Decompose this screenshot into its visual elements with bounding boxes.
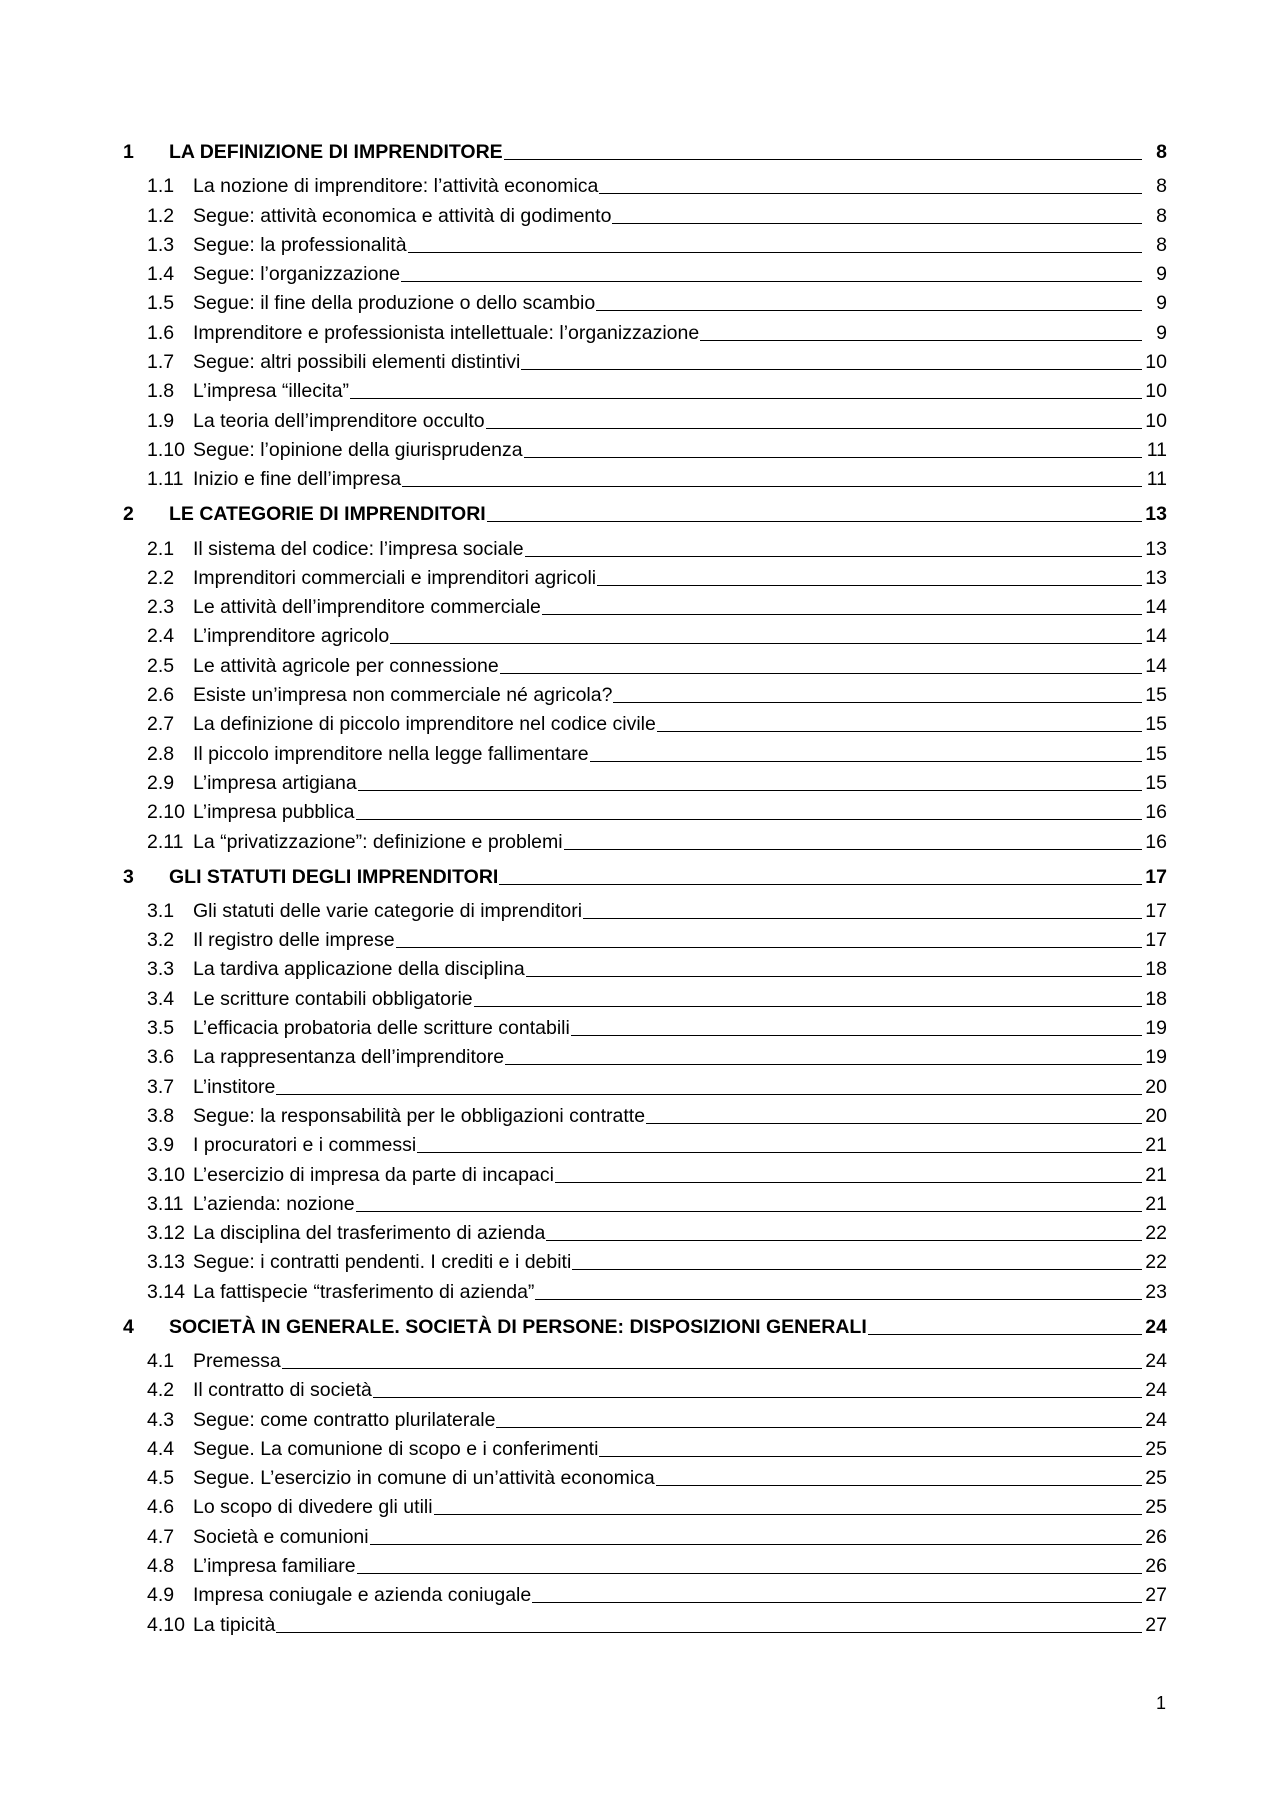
- footer-page-number: 1: [1155, 1693, 1166, 1713]
- entry-title: La “privatizzazione”: definizione e problemi: [193, 830, 563, 853]
- toc-entry[interactable]: [123, 678, 1167, 707]
- entry-title: Segue: attività economica e attività di godimento: [193, 204, 612, 227]
- toc-entry[interactable]: [123, 169, 1167, 198]
- entry-number: 3.1: [147, 899, 175, 922]
- entry-number: 4.9: [147, 1584, 175, 1607]
- toc-entry[interactable]: [123, 228, 1167, 257]
- entry-title: Il contratto di società: [193, 1379, 372, 1402]
- entry-number: 4.4: [147, 1437, 175, 1460]
- entry-title: Esiste un’impresa non commerciale né agricola?: [193, 684, 613, 707]
- dot-leader: [555, 1182, 1142, 1183]
- dot-leader: [656, 1485, 1142, 1486]
- toc-entry[interactable]: [123, 766, 1167, 795]
- entry-page-number: 27: [1145, 1584, 1167, 1607]
- toc-entry[interactable]: [123, 257, 1167, 286]
- dot-leader: [350, 398, 1142, 399]
- entry-title: Segue. L’esercizio in comune di un’attività economica: [193, 1467, 655, 1490]
- chapter-page-number: 8: [1156, 141, 1167, 163]
- dot-leader: [434, 1514, 1142, 1515]
- entry-number: 4.3: [147, 1408, 175, 1431]
- toc-entry[interactable]: [123, 433, 1167, 462]
- dot-leader: [486, 428, 1142, 429]
- entry-title: Il piccolo imprenditore nella legge fallimentare: [193, 742, 589, 765]
- entry-page-number: 10: [1145, 380, 1167, 403]
- toc-entry[interactable]: [123, 1069, 1167, 1098]
- entry-number: 1.3: [147, 233, 175, 256]
- toc-entry[interactable]: [123, 1344, 1167, 1373]
- chapter-number: 1: [123, 141, 134, 163]
- chapter-title: SOCIETÀ IN GENERALE. SOCIETÀ DI PERSONE: DISPOSIZIONI GENERALI: [169, 1315, 867, 1338]
- toc-entry[interactable]: [123, 286, 1167, 315]
- entry-page-number: 24: [1145, 1349, 1167, 1372]
- entry-page-number: 8: [1156, 175, 1167, 198]
- entry-number: 4.5: [147, 1467, 175, 1490]
- dot-leader: [657, 731, 1142, 732]
- entry-number: 2.3: [147, 596, 175, 619]
- entry-title: Segue. La comunione di scopo e i conferimenti: [193, 1437, 599, 1460]
- dot-leader: [401, 281, 1142, 282]
- dot-leader: [596, 310, 1142, 311]
- entry-number: 4.10: [147, 1613, 185, 1636]
- entry-number: 2.11: [147, 830, 184, 853]
- toc-entry[interactable]: [123, 1099, 1167, 1128]
- toc-entry[interactable]: [123, 1607, 1167, 1636]
- entry-number: 4.6: [147, 1496, 175, 1519]
- entry-title: Segue: il fine della produzione o dello scambio: [193, 292, 596, 315]
- dot-leader: [276, 1632, 1142, 1633]
- entry-page-number: 13: [1145, 566, 1167, 589]
- entry-page-number: 21: [1145, 1163, 1167, 1186]
- entry-page-number: 24: [1145, 1379, 1167, 1402]
- entry-title: La rappresentanza dell’imprenditore: [193, 1046, 505, 1069]
- dot-leader: [524, 457, 1142, 458]
- entry-page-number: 15: [1145, 771, 1167, 794]
- entry-title: La nozione di imprenditore: l’attività economica: [193, 175, 599, 198]
- dot-leader: [646, 1123, 1142, 1124]
- toc-entry[interactable]: [123, 1578, 1167, 1607]
- entry-number: 3.12: [147, 1222, 185, 1245]
- entry-title: Gli statuti delle varie categorie di imprenditori: [193, 899, 583, 922]
- chapter-block: [123, 860, 1167, 1304]
- chapter-block: [123, 497, 1167, 853]
- chapter-page-number: 13: [1145, 503, 1167, 526]
- entry-title: L’impresa artigiana: [193, 771, 357, 794]
- dot-leader: [496, 1427, 1142, 1428]
- entry-title: Le attività agricole per connessione: [193, 654, 499, 677]
- dot-leader: [500, 673, 1142, 674]
- dot-leader: [572, 1269, 1142, 1270]
- entry-number: 1.2: [147, 204, 175, 227]
- toc-entry[interactable]: [123, 1011, 1167, 1040]
- entry-page-number: 18: [1145, 958, 1167, 981]
- entry-number: 1.11: [147, 468, 184, 491]
- entry-number: 4.8: [147, 1555, 175, 1578]
- entry-page-number: 11: [1146, 438, 1167, 461]
- entry-page-number: 18: [1145, 987, 1167, 1010]
- entry-number: 2.2: [147, 566, 175, 589]
- chapter-title: LA DEFINIZIONE DI IMPRENDITORE: [169, 141, 503, 163]
- toc-entry[interactable]: [123, 1373, 1167, 1402]
- entry-title: La fattispecie “trasferimento di azienda”: [193, 1280, 535, 1303]
- entry-page-number: 21: [1145, 1134, 1167, 1157]
- dot-leader: [597, 585, 1142, 586]
- dot-leader: [402, 486, 1142, 487]
- entry-title: Imprenditori commerciali e imprenditori agricoli: [193, 566, 597, 589]
- entry-title: Segue: la professionalità: [193, 233, 407, 256]
- chapter-title: GLI STATUTI DEGLI IMPRENDITORI: [169, 865, 499, 888]
- entry-number: 1.5: [147, 292, 175, 315]
- toc-entry[interactable]: [123, 531, 1167, 560]
- entry-page-number: 24: [1145, 1408, 1167, 1431]
- entry-page-number: 9: [1156, 263, 1167, 286]
- entry-page-number: 15: [1145, 742, 1167, 765]
- entry-number: 2.1: [147, 537, 175, 560]
- entry-page-number: 8: [1156, 204, 1167, 227]
- entry-title: L’impresa pubblica: [193, 801, 355, 824]
- toc-entry[interactable]: [123, 1216, 1167, 1245]
- entry-title: Segue: la responsabilità per le obbligazioni contratte: [193, 1104, 646, 1127]
- dot-leader: [487, 521, 1142, 522]
- dot-leader: [868, 1334, 1142, 1335]
- entry-page-number: 8: [1156, 233, 1167, 256]
- chapter-title: LE CATEGORIE DI IMPRENDITORI: [169, 503, 486, 526]
- dot-leader: [373, 1397, 1142, 1398]
- toc-entry[interactable]: [123, 315, 1167, 344]
- entry-number: 4.2: [147, 1379, 175, 1402]
- dot-leader: [535, 1299, 1142, 1300]
- entry-title: La tardiva applicazione della disciplina: [193, 958, 525, 981]
- dot-leader: [599, 193, 1142, 194]
- entry-title: Impresa coniugale e azienda coniugale: [193, 1584, 532, 1607]
- chapter-number: 4: [123, 1315, 134, 1338]
- toc-entry[interactable]: [123, 1040, 1167, 1069]
- entry-number: 3.6: [147, 1046, 175, 1069]
- toc-entry[interactable]: [123, 824, 1167, 853]
- entry-title: L’impresa “illecita”: [193, 380, 350, 403]
- toc-entry[interactable]: [123, 923, 1167, 952]
- dot-leader: [356, 819, 1142, 820]
- entry-title: La disciplina del trasferimento di azienda: [193, 1222, 546, 1245]
- entry-title: L’institore: [193, 1075, 276, 1098]
- toc-entry[interactable]: [123, 561, 1167, 590]
- toc-entry[interactable]: [123, 198, 1167, 227]
- chapter-page-number: 24: [1145, 1315, 1167, 1338]
- entry-page-number: 10: [1145, 351, 1167, 374]
- entry-number: 3.10: [147, 1163, 185, 1186]
- dot-leader: [505, 1064, 1142, 1065]
- entry-number: 3.9: [147, 1134, 175, 1157]
- entry-page-number: 23: [1145, 1280, 1167, 1303]
- dot-leader: [504, 159, 1142, 160]
- dot-leader: [612, 223, 1142, 224]
- entry-page-number: 21: [1145, 1192, 1167, 1215]
- toc-entry[interactable]: [123, 1245, 1167, 1274]
- chapter-heading[interactable]: [123, 497, 1167, 526]
- dot-leader: [542, 614, 1142, 615]
- entry-title: Il registro delle imprese: [193, 929, 395, 952]
- entry-page-number: 14: [1145, 596, 1167, 619]
- entry-number: 3.11: [147, 1192, 184, 1215]
- toc-entry[interactable]: [123, 1432, 1167, 1461]
- entry-number: 1.8: [147, 380, 175, 403]
- entry-number: 3.5: [147, 1017, 175, 1040]
- entry-page-number: 14: [1145, 625, 1167, 648]
- entry-number: 2.8: [147, 742, 175, 765]
- entry-number: 1.6: [147, 321, 175, 344]
- entry-number: 2.5: [147, 654, 175, 677]
- chapter-heading[interactable]: [123, 860, 1167, 889]
- chapter-heading[interactable]: [123, 1310, 1167, 1339]
- toc-entry[interactable]: [123, 1519, 1167, 1548]
- chapter-page-number: 17: [1145, 865, 1167, 888]
- entry-page-number: 25: [1145, 1437, 1167, 1460]
- dot-leader: [526, 976, 1142, 977]
- dot-leader: [358, 790, 1142, 791]
- entry-page-number: 25: [1145, 1496, 1167, 1519]
- entry-title: Segue: i contratti pendenti. I crediti e i debiti: [193, 1251, 572, 1274]
- entry-title: Segue: come contratto plurilaterale: [193, 1408, 496, 1431]
- entry-title: L’efficacia probatoria delle scritture contabili: [193, 1017, 570, 1040]
- toc-entry[interactable]: [123, 374, 1167, 403]
- toc-entry[interactable]: [123, 1128, 1167, 1157]
- entry-title: Premessa: [193, 1349, 281, 1372]
- entry-page-number: 16: [1145, 830, 1167, 853]
- dot-leader: [583, 918, 1142, 919]
- toc-entry[interactable]: [123, 1402, 1167, 1431]
- dot-leader: [408, 252, 1142, 253]
- toc-entry[interactable]: [123, 736, 1167, 765]
- toc-entry[interactable]: [123, 590, 1167, 619]
- entry-page-number: 27: [1145, 1613, 1167, 1636]
- entry-page-number: 9: [1156, 321, 1167, 344]
- dot-leader: [390, 643, 1142, 644]
- dot-leader: [474, 1006, 1142, 1007]
- entry-number: 2.6: [147, 684, 175, 707]
- entry-title: L’imprenditore agricolo: [193, 625, 390, 648]
- toc-entry[interactable]: [123, 1549, 1167, 1578]
- entry-number: 4.7: [147, 1525, 175, 1548]
- toc-entry[interactable]: [123, 1157, 1167, 1186]
- entry-title: La tipicità: [193, 1613, 276, 1636]
- chapter-number: 3: [123, 865, 134, 888]
- toc-entry[interactable]: [123, 648, 1167, 677]
- entry-page-number: 26: [1145, 1555, 1167, 1578]
- entry-page-number: 25: [1145, 1467, 1167, 1490]
- toc-entry[interactable]: [123, 1187, 1167, 1216]
- toc-entry[interactable]: [123, 462, 1167, 491]
- chapter-number: 2: [123, 503, 134, 526]
- entry-page-number: 15: [1145, 684, 1167, 707]
- chapter-heading[interactable]: [123, 135, 1167, 164]
- entry-number: 3.4: [147, 987, 175, 1010]
- entry-number: 1.9: [147, 409, 175, 432]
- dot-leader: [590, 761, 1142, 762]
- entry-page-number: 10: [1145, 409, 1167, 432]
- entry-title: La definizione di piccolo imprenditore nel codice civile: [193, 713, 656, 736]
- entry-number: 1.10: [147, 438, 185, 461]
- entry-page-number: 13: [1145, 537, 1167, 560]
- toc-entry[interactable]: [123, 952, 1167, 981]
- toc-entry[interactable]: [123, 981, 1167, 1010]
- entry-page-number: 11: [1146, 468, 1167, 491]
- toc-entry[interactable]: [123, 345, 1167, 374]
- dot-leader: [370, 1544, 1142, 1545]
- chapter-block: [123, 135, 1167, 491]
- entry-page-number: 14: [1145, 654, 1167, 677]
- entry-page-number: 26: [1145, 1525, 1167, 1548]
- toc-entry[interactable]: [123, 619, 1167, 648]
- table-of-contents: [123, 135, 1167, 1643]
- toc-entry[interactable]: [123, 1461, 1167, 1490]
- entry-title: Segue: altri possibili elementi distintivi: [193, 351, 521, 374]
- entry-title: L’azienda: nozione: [193, 1192, 355, 1215]
- entry-title: I procuratori e i commessi: [193, 1134, 417, 1157]
- dot-leader: [417, 1152, 1142, 1153]
- entry-page-number: 19: [1145, 1017, 1167, 1040]
- toc-entry[interactable]: [123, 894, 1167, 923]
- entry-page-number: 9: [1156, 292, 1167, 315]
- entry-page-number: 17: [1145, 929, 1167, 952]
- dot-leader: [525, 556, 1142, 557]
- dot-leader: [613, 702, 1142, 703]
- entry-number: 3.3: [147, 958, 175, 981]
- entry-title: Il sistema del codice: l’impresa sociale: [193, 537, 524, 560]
- dot-leader: [356, 1211, 1142, 1212]
- entry-title: L’esercizio di impresa da parte di incapaci: [193, 1163, 554, 1186]
- dot-leader: [564, 849, 1142, 850]
- chapter-block: [123, 1310, 1167, 1637]
- dot-leader: [546, 1240, 1142, 1241]
- toc-entry[interactable]: [123, 403, 1167, 432]
- entry-page-number: 20: [1145, 1075, 1167, 1098]
- entry-title: Inizio e fine dell’impresa: [193, 468, 402, 491]
- entry-title: Le scritture contabili obbligatorie: [193, 987, 473, 1010]
- entry-number: 2.9: [147, 771, 175, 794]
- dot-leader: [282, 1368, 1142, 1369]
- entry-number: 1.1: [147, 175, 175, 198]
- entry-number: 3.13: [147, 1251, 185, 1274]
- entry-title: Segue: l’opinione della giurisprudenza: [193, 438, 523, 461]
- entry-number: 3.7: [147, 1075, 175, 1098]
- entry-title: Le attività dell’imprenditore commerciale: [193, 596, 541, 619]
- dot-leader: [532, 1602, 1142, 1603]
- entry-number: 1.7: [147, 351, 175, 374]
- entry-title: Imprenditore e professionista intellettuale: l’organizzazione: [193, 321, 700, 344]
- entry-title: La teoria dell’imprenditore occulto: [193, 409, 485, 432]
- entry-number: 3.8: [147, 1104, 175, 1127]
- entry-number: 3.2: [147, 929, 175, 952]
- dot-leader: [499, 884, 1142, 885]
- entry-number: 2.7: [147, 713, 175, 736]
- dot-leader: [521, 369, 1142, 370]
- toc-entry[interactable]: [123, 1490, 1167, 1519]
- entry-page-number: 19: [1145, 1046, 1167, 1069]
- entry-number: 3.14: [147, 1280, 185, 1303]
- entry-title: Lo scopo di divedere gli utili: [193, 1496, 433, 1519]
- dot-leader: [396, 947, 1142, 948]
- entry-page-number: 20: [1145, 1104, 1167, 1127]
- toc-entry[interactable]: [123, 1274, 1167, 1303]
- entry-page-number: 22: [1145, 1251, 1167, 1274]
- entry-number: 2.4: [147, 625, 175, 648]
- entry-title: Società e comunioni: [193, 1525, 369, 1548]
- dot-leader: [571, 1035, 1142, 1036]
- dot-leader: [599, 1456, 1142, 1457]
- dot-leader: [276, 1094, 1142, 1095]
- toc-entry[interactable]: [123, 795, 1167, 824]
- entry-number: 1.4: [147, 263, 175, 286]
- dot-leader: [357, 1573, 1142, 1574]
- entry-title: Segue: l’organizzazione: [193, 263, 401, 286]
- entry-page-number: 22: [1145, 1222, 1167, 1245]
- entry-number: 4.1: [147, 1349, 175, 1372]
- toc-entry[interactable]: [123, 707, 1167, 736]
- entry-title: L’impresa familiare: [193, 1555, 356, 1578]
- entry-page-number: 16: [1145, 801, 1167, 824]
- entry-number: 2.10: [147, 801, 185, 824]
- dot-leader: [700, 340, 1142, 341]
- entry-page-number: 15: [1145, 713, 1167, 736]
- entry-page-number: 17: [1145, 899, 1167, 922]
